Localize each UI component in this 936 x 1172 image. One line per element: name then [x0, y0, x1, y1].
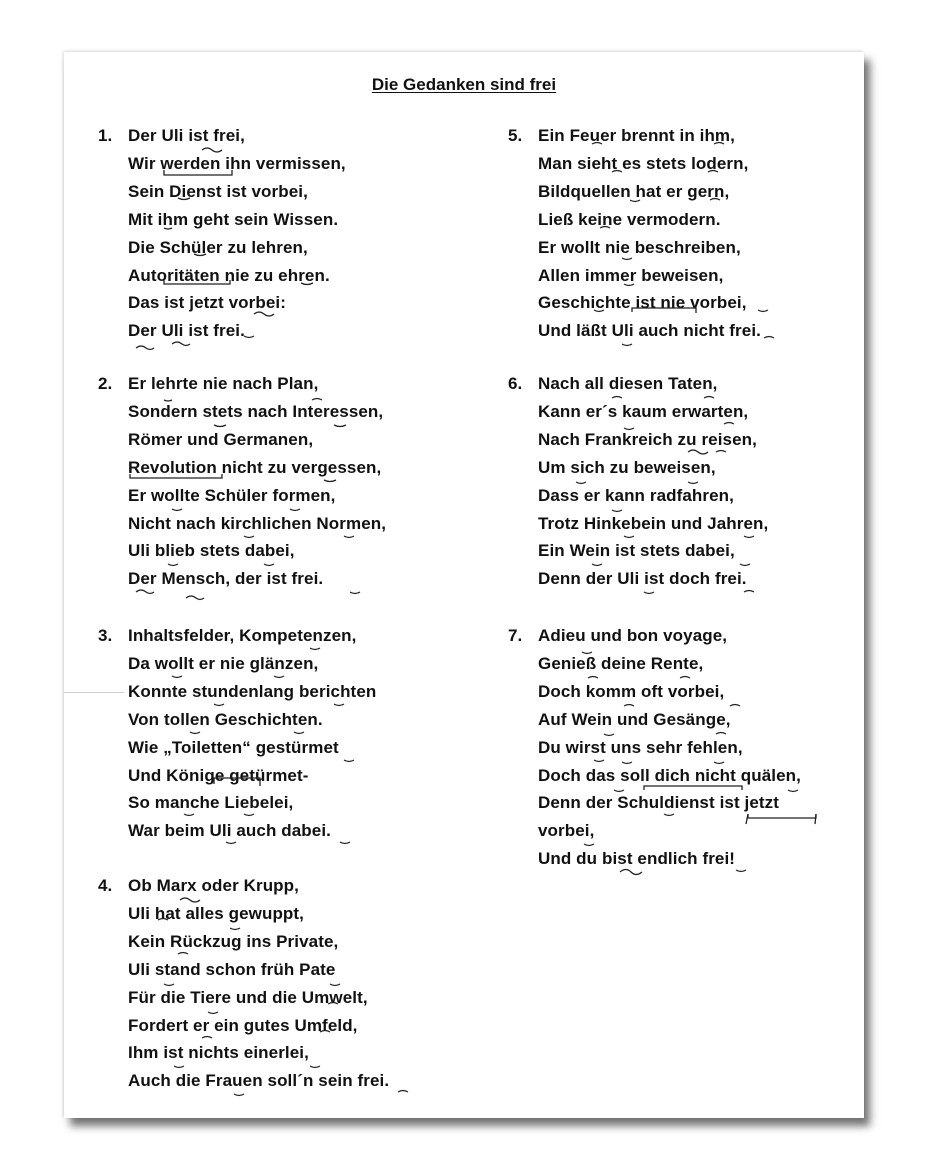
scan-artifact	[64, 692, 124, 693]
poem-sheet	[64, 52, 864, 1118]
verse-line: Um sich zu beweisen,	[538, 457, 716, 477]
stanza-number: 7.	[508, 626, 523, 645]
verse-line: Dass er kann radfahren,	[538, 485, 734, 505]
stanza-lines	[128, 370, 386, 593]
stanza-lines	[538, 622, 801, 873]
stanza-number: 2.	[98, 374, 113, 393]
verse-line: Ihm ist nichts einerlei,	[128, 1043, 309, 1063]
verse-line: Denn der Uli ist doch frei.	[538, 569, 747, 589]
stanza-number: 6.	[508, 374, 523, 393]
stanza-number: 1.	[98, 126, 113, 145]
verse-line: Uli hat alles gewuppt,	[128, 903, 305, 923]
verse-line: Nach Frankreich zu reisen,	[538, 429, 757, 449]
verse-line: vorbei,	[538, 821, 595, 841]
verse-line: Ein Wein ist stets dabei,	[538, 541, 735, 561]
verse-line: Autoritäten nie zu ehren.	[128, 265, 330, 285]
stanza-number: 3.	[98, 626, 113, 645]
verse-line: Ob Marx oder Krupp,	[128, 876, 299, 895]
verse-line: Uli blieb stets dabei,	[128, 541, 295, 561]
verse-line: Und läßt Uli auch nicht frei.	[538, 321, 761, 341]
verse-line: Sein Dienst ist vorbei,	[128, 181, 308, 201]
stanza-number: 5.	[508, 126, 523, 145]
stanza-lines	[128, 872, 389, 1095]
verse-line: Von tollen Geschichten.	[128, 709, 323, 729]
verse-line: Der Mensch, der ist frei.	[128, 569, 324, 589]
verse-line: Er lehrte nie nach Plan,	[128, 374, 319, 393]
verse-line: Allen immer beweisen,	[538, 265, 724, 285]
verse-line: Für die Tiere und die Umwelt,	[128, 987, 368, 1007]
verse-line: Auch die Frauen soll´n sein frei.	[128, 1071, 390, 1091]
verse-line: So manche Liebelei,	[128, 793, 294, 813]
verse-line: Auf Wein und Gesänge,	[538, 709, 731, 729]
verse-line: Da wollt er nie glänzen,	[128, 653, 319, 673]
stanza-lines	[128, 122, 346, 345]
verse-line: Er wollte Schüler formen,	[128, 485, 336, 505]
stanza-lines	[538, 370, 768, 593]
verse-line: Uli stand schon früh Pate	[128, 959, 336, 979]
verse-line: Mit ihm geht sein Wissen.	[128, 209, 339, 229]
verse-line: Und Könige getürmet-	[128, 765, 309, 785]
verse-line: Inhaltsfelder, Kompetenzen,	[128, 626, 357, 645]
stanza-number: 4.	[98, 876, 113, 895]
pen-mark	[764, 337, 774, 339]
verse-line: Genieß deine Rente,	[538, 653, 704, 673]
verse-line: War beim Uli auch dabei.	[128, 821, 331, 841]
pen-mark	[186, 596, 204, 600]
verse-line: Ließ keine vermodern.	[538, 209, 721, 229]
verse-line: Nach all diesen Taten,	[538, 374, 718, 393]
verse-line: Der Uli ist frei,	[128, 126, 245, 145]
verse-line: Revolution nicht zu vergessen,	[128, 457, 382, 477]
verse-line: Und du bist endlich frei!	[538, 849, 736, 869]
verse-line: Denn der Schuldienst ist jetzt	[538, 793, 780, 813]
verse-line: Das ist jetzt vorbei:	[128, 293, 286, 313]
pen-mark	[815, 814, 816, 824]
verse-line: Die Schüler zu lehren,	[128, 237, 308, 257]
verse-line: Doch komm oft vorbei,	[538, 681, 725, 701]
verse-line: Kein Rückzug ins Private,	[128, 931, 339, 951]
stanza-lines	[538, 122, 761, 345]
verse-line: Konnte stundenlang berichten	[128, 681, 377, 701]
poem-title: Die Gedanken sind frei	[371, 75, 557, 94]
verse-line: Nicht nach kirchlichen Normen,	[128, 513, 387, 533]
verse-line: Geschichte ist nie vorbei,	[538, 293, 747, 313]
verse-line: Der Uli ist frei.	[128, 321, 245, 341]
pen-mark	[136, 346, 154, 350]
verse-line: Ein Feuer brennt in ihm,	[538, 126, 735, 145]
verse-line: Trotz Hinkebein und Jahren,	[538, 513, 769, 533]
verse-line: Wie „Toiletten“ gestürmet	[128, 737, 339, 757]
verse-line: Kann er´s kaum erwarten,	[538, 401, 749, 421]
verse-line: Bildquellen hat er gern,	[538, 181, 730, 201]
pen-mark	[398, 1091, 408, 1093]
verse-line: Wir werden ihn vermissen,	[128, 153, 346, 173]
verse-line: Du wirst uns sehr fehlen,	[538, 737, 743, 757]
verse-line: Er wollt nie beschreiben,	[538, 237, 741, 257]
verse-line: Fordert er ein gutes Umfeld,	[128, 1015, 358, 1035]
verse-line: Sondern stets nach Interessen,	[128, 401, 384, 421]
verse-line: Man sieht es stets lodern,	[538, 153, 749, 173]
verse-line: Doch das soll dich nicht quälen,	[538, 765, 801, 785]
verse-line: Römer und Germanen,	[128, 429, 314, 449]
verse-line: Adieu und bon voyage,	[538, 626, 728, 645]
stanza-lines	[128, 622, 376, 845]
